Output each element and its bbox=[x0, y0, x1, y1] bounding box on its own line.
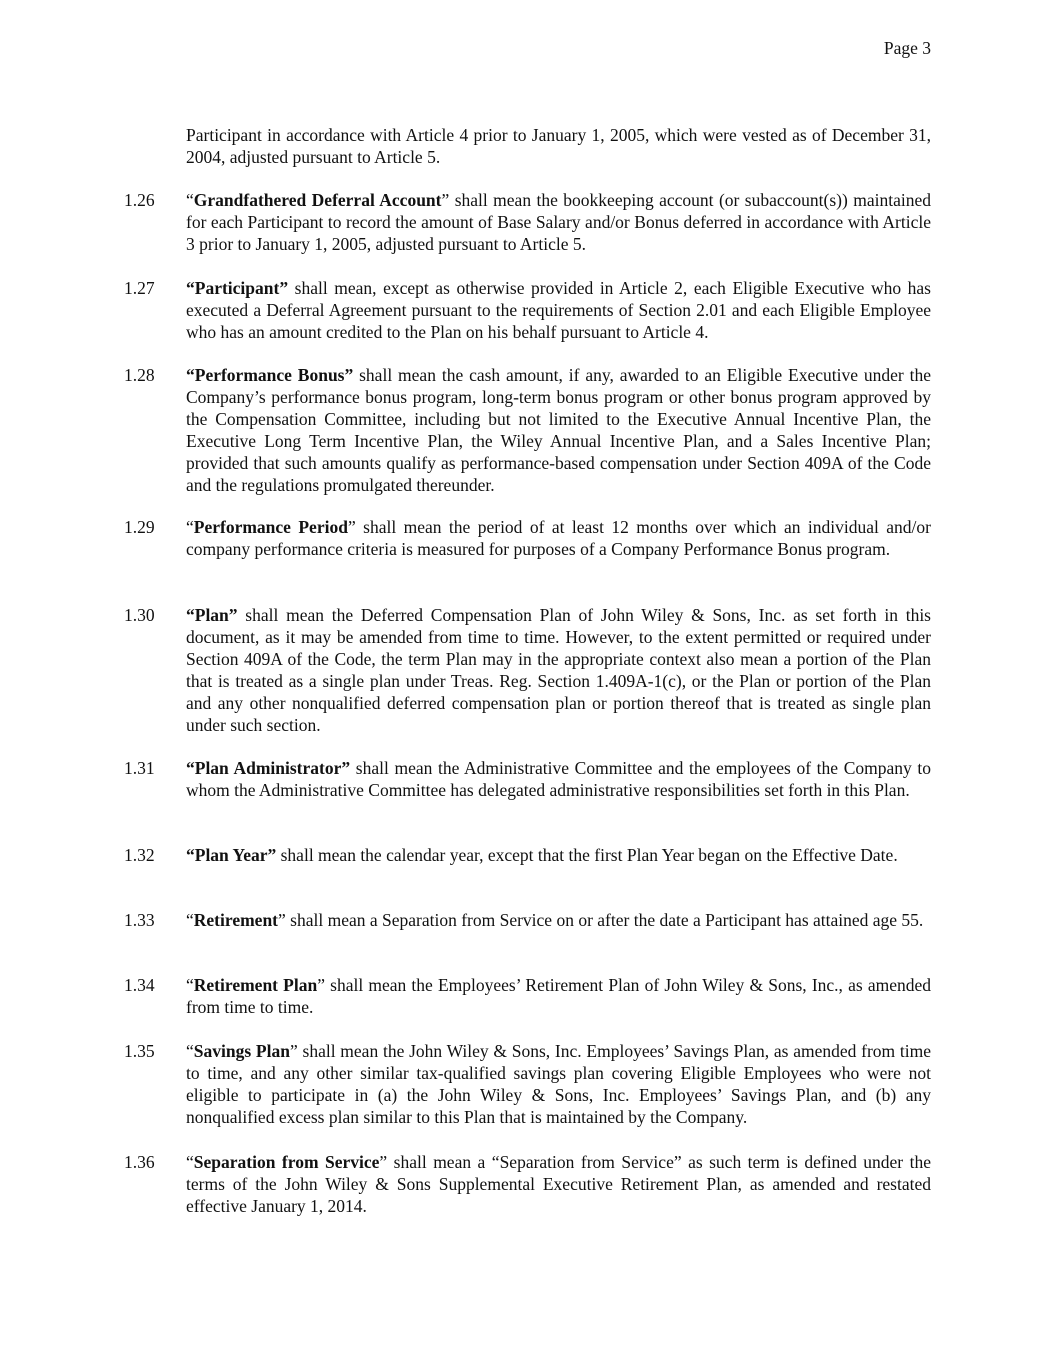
open-quote: “ bbox=[186, 910, 194, 930]
defined-term: Retirement Plan bbox=[193, 975, 318, 995]
definition-body: shall mean the John Wiley & Sons, Inc. Employees’ Savings Plan, as amended from time to time, and any other similar tax-qualified savings plan covering Eligible Employees who were not eligible to participate in (a) the John Wiley & Sons, Inc. Employees’ Savings Plan, and (b) any nonqualified excess plan similar to this Plan that is maintained by the Company. bbox=[186, 1041, 931, 1127]
section-number: 1.30 bbox=[124, 605, 155, 625]
definition-body: shall mean a “Separation from Service” as such term is defined under the terms of the John Wiley & Sons Supplemental Executive Retirement Plan, as amended and restated effective January 1, 2014. bbox=[186, 1152, 931, 1216]
section-number: 1.34 bbox=[124, 975, 155, 995]
definition-text bbox=[186, 844, 931, 866]
defined-term: “Plan Administrator” bbox=[186, 758, 351, 778]
section-number: 1.33 bbox=[124, 910, 155, 930]
section-number: 1.36 bbox=[124, 1152, 155, 1172]
defined-term: Performance Period bbox=[193, 517, 348, 537]
defined-term: “Plan” bbox=[186, 605, 238, 625]
definition-body: shall mean the cash amount, if any, awarded to an Eligible Executive under the Company’s performance bonus program, long-term bonus program or other bonus program approved by the Compensation Committee, including but not limited to the Executive Annual Incentive Plan, the Executive Long Term Incentive Plan, the Wiley Annual Incentive Plan, and a Sales Incentive Plan; provided that such amounts qualify as performance-based compensation under Section 409A of the Code and the regulations promulgated thereunder. bbox=[186, 365, 931, 495]
definition-body: shall mean the period of at least 12 months over which an individual and/or company performance criteria is measured for purposes of a Company Performance Bonus program. bbox=[186, 517, 931, 559]
definition-text bbox=[186, 757, 931, 801]
definition-body: shall mean the Employees’ Retirement Plan of John Wiley & Sons, Inc., as amended from time to time. bbox=[186, 975, 931, 1017]
close-quote: ” bbox=[317, 975, 325, 995]
open-quote: “ bbox=[186, 1041, 194, 1061]
definition-body: shall mean the calendar year, except that the first Plan Year began on the Effective Date. bbox=[276, 845, 898, 865]
definition-body: shall mean the bookkeeping account (or subaccount(s)) maintained for each Participant to record the amount of Base Salary and/or Bonus deferred in accordance with Article 3 prior to January 1, 2005, adjusted pursuant to Article 5. bbox=[186, 190, 931, 254]
section-number: 1.31 bbox=[124, 758, 155, 778]
definition-text bbox=[186, 1040, 931, 1128]
close-quote: ” bbox=[347, 517, 356, 537]
definition-1-36 bbox=[124, 1151, 931, 1217]
defined-term: Grandfathered Deferral Account bbox=[193, 190, 442, 210]
open-quote: “ bbox=[186, 190, 194, 210]
definition-text bbox=[186, 277, 931, 343]
definition-body: shall mean the Administrative Committee and the employees of the Company to whom the Administrative Committee has delegated administrative responsibilities set forth in this Plan. bbox=[186, 758, 932, 800]
definition-text bbox=[186, 1151, 931, 1217]
definition-1-28 bbox=[124, 364, 931, 496]
section-number: 1.32 bbox=[124, 845, 155, 865]
definition-1-31 bbox=[124, 757, 931, 801]
definition-text bbox=[186, 974, 931, 1018]
close-quote: ” bbox=[441, 190, 450, 210]
definition-text bbox=[186, 516, 931, 560]
definition-1-33 bbox=[124, 909, 931, 931]
definition-1-29 bbox=[124, 516, 931, 560]
definition-text bbox=[186, 604, 931, 736]
intro-paragraph: Participant in accordance with Article 4 prior to January 1, 2005, which were vested as of December 31, 2004, adjusted pursuant to Article 5. bbox=[186, 125, 931, 167]
definition-text bbox=[186, 189, 931, 255]
definition-1-30 bbox=[124, 604, 931, 736]
defined-term: “Plan Year” bbox=[186, 845, 277, 865]
definition-1-27 bbox=[124, 277, 931, 343]
definition-1-35 bbox=[124, 1040, 931, 1128]
page-number: Page 3 bbox=[883, 38, 931, 58]
definition-body: shall mean the Deferred Compensation Plan of John Wiley & Sons, Inc. as set forth in this document, as it may be amended from time to time. However, to the extent permitted or required under Section 409A of the Code, the term Plan may in the appropriate context also mean a portion of the Plan that is treated as a single plan under Treas. Reg. Section 1.409A-1(c), or the Plan or portion of the Plan and any other nonqualified deferred compensation plan or portion thereof that is treated as single plan under such section. bbox=[186, 605, 931, 735]
section-number: 1.35 bbox=[124, 1041, 155, 1061]
open-quote: “ bbox=[186, 1152, 194, 1172]
defined-term: Savings Plan bbox=[193, 1041, 290, 1061]
definition-1-26 bbox=[124, 189, 931, 255]
section-number: 1.26 bbox=[124, 190, 155, 210]
section-number: 1.29 bbox=[124, 517, 155, 537]
open-quote: “ bbox=[186, 517, 194, 537]
section-number: 1.27 bbox=[124, 278, 155, 298]
section-number: 1.28 bbox=[124, 365, 155, 385]
open-quote: “ bbox=[186, 975, 194, 995]
defined-term: Retirement bbox=[193, 910, 278, 930]
defined-term: Separation from Service bbox=[193, 1152, 380, 1172]
definition-body: shall mean a Separation from Service on or after the date a Participant has attained age 55. bbox=[285, 910, 924, 930]
definition-text bbox=[186, 364, 931, 496]
definition-text bbox=[186, 909, 931, 931]
definition-body: shall mean, except as otherwise provided in Article 2, each Eligible Executive who has executed a Deferral Agreement pursuant to the requirements of Section 2.01 and each Eligible Employee who has an amount credited to the Plan on his behalf pursuant to Article 4. bbox=[186, 278, 931, 342]
definition-1-34 bbox=[124, 974, 931, 1018]
close-quote: ” bbox=[289, 1041, 298, 1061]
close-quote: ” bbox=[278, 910, 286, 930]
defined-term: “Performance Bonus” bbox=[186, 365, 354, 385]
close-quote: ” bbox=[379, 1152, 388, 1172]
defined-term: “Participant” bbox=[186, 278, 289, 298]
definition-1-32 bbox=[124, 844, 931, 866]
